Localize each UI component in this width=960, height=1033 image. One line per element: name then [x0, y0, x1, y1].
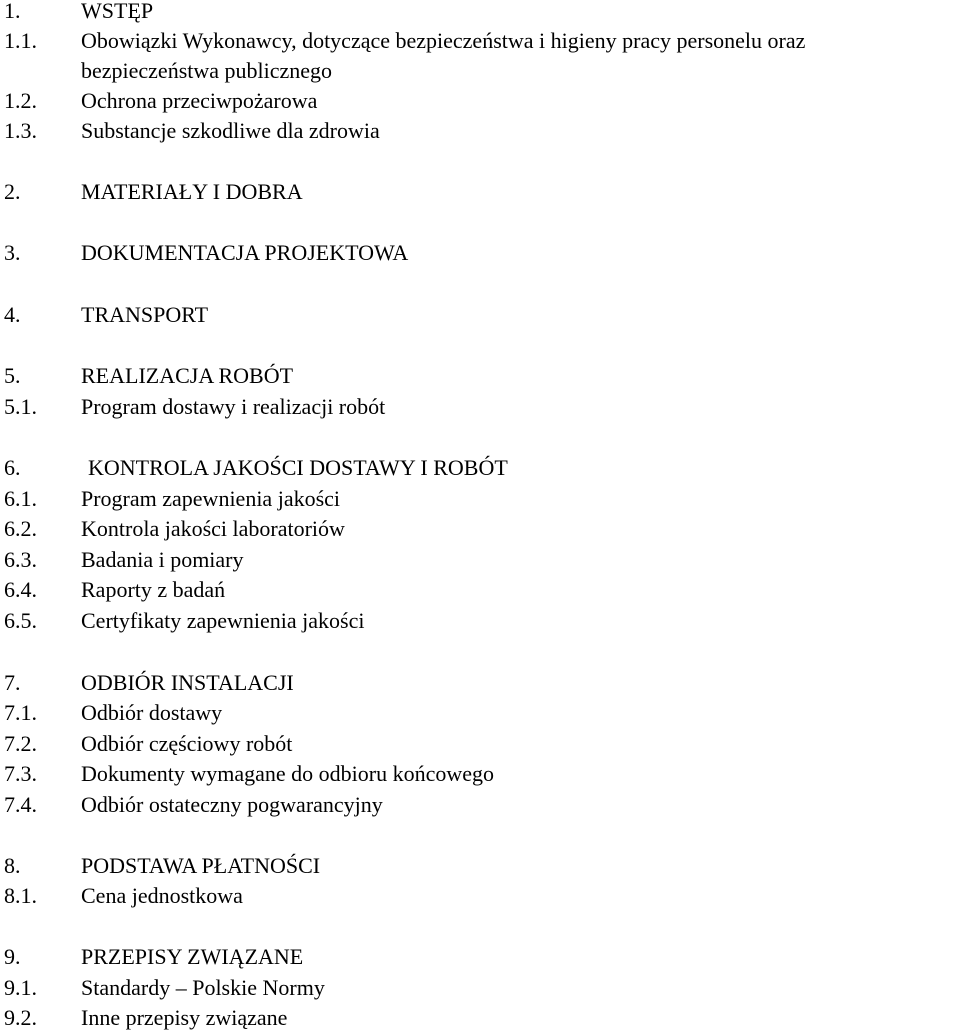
toc-title: TRANSPORT [81, 302, 209, 327]
toc-title: WSTĘP [81, 0, 154, 23]
toc-entry-9-2 [0, 1003, 960, 1033]
toc-entry-6-4 [0, 575, 960, 605]
toc-entry-1-2 [0, 86, 960, 116]
toc-number: 5. [4, 363, 21, 388]
toc-number: 7.2. [4, 731, 37, 756]
toc-title: Cena jednostkowa [81, 883, 243, 908]
toc-title: Odbiór częściowy robót [81, 731, 293, 756]
toc-number: 7.4. [4, 792, 37, 817]
toc-entry-9-1 [0, 973, 960, 1003]
toc-number: 8. [4, 853, 21, 878]
toc-entry-5 [0, 361, 960, 391]
toc-title-continuation: bezpieczeństwa publicznego [81, 58, 333, 83]
toc-title: Program dostawy i realizacji robót [81, 394, 386, 419]
toc-entry-7-2 [0, 729, 960, 759]
toc-entry-7-3 [0, 759, 960, 789]
toc-number: 5.1. [4, 394, 37, 419]
toc-title: Ochrona przeciwpożarowa [81, 88, 318, 113]
toc-number: 7. [4, 670, 21, 695]
toc-title: Program zapewnienia jakości [81, 486, 341, 511]
toc-title: MATERIAŁY I DOBRA [81, 179, 303, 204]
toc-entry-8-1 [0, 881, 960, 911]
toc-title: Dokumenty wymagane do odbioru końcowego [81, 761, 495, 786]
toc-entry-2 [0, 177, 960, 207]
toc-number: 7.1. [4, 700, 37, 725]
toc-number: 6.5. [4, 608, 37, 633]
toc-title: Odbiór ostateczny pogwarancyjny [81, 792, 383, 817]
toc-entry-7-1 [0, 698, 960, 728]
toc-entry-1-3 [0, 116, 960, 146]
toc-number: 6.2. [4, 516, 37, 541]
toc-entry-6-3 [0, 545, 960, 575]
toc-number: 1. [4, 0, 21, 23]
toc-entry-6-5 [0, 606, 960, 636]
toc-title: Substancje szkodliwe dla zdrowia [81, 118, 380, 143]
toc-entry-4 [0, 300, 960, 330]
toc-number: 1.2. [4, 88, 37, 113]
toc-number: 6.1. [4, 486, 37, 511]
toc-title: Badania i pomiary [81, 547, 244, 572]
toc-number: 1.3. [4, 118, 37, 143]
toc-entry-1-1 [0, 26, 960, 56]
toc-number: 6.4. [4, 577, 37, 602]
toc-entry-6 [0, 453, 960, 483]
toc-number: 2. [4, 179, 21, 204]
toc-entry-3 [0, 238, 960, 268]
toc-number: 9.2. [4, 1005, 37, 1030]
toc-entry-6-1 [0, 484, 960, 514]
toc-title: Raporty z badań [81, 577, 226, 602]
toc-number: 1.1. [4, 28, 37, 53]
toc-title: Obowiązki Wykonawcy, dotyczące bezpieczeństwa i higieny pracy personelu oraz [81, 28, 806, 53]
toc-number: 6. [4, 455, 21, 480]
toc-title: PRZEPISY ZWIĄZANE [81, 944, 304, 969]
toc-title: REALIZACJA ROBÓT [81, 363, 294, 388]
toc-entry-9 [0, 942, 960, 972]
toc-number: 9. [4, 944, 21, 969]
toc-number: 8.1. [4, 883, 37, 908]
toc-number: 6.3. [4, 547, 37, 572]
toc-entry-5-1 [0, 392, 960, 422]
toc-entry-6-2 [0, 514, 960, 544]
toc-entry-7 [0, 668, 960, 698]
toc-title: KONTROLA JAKOŚCI DOSTAWY I ROBÓT [88, 455, 508, 480]
toc-entry-8 [0, 851, 960, 881]
toc-title: Odbiór dostawy [81, 700, 223, 725]
toc-title: Certyfikaty zapewnienia jakości [81, 608, 365, 633]
toc-number: 7.3. [4, 761, 37, 786]
toc-title: Kontrola jakości laboratoriów [81, 516, 345, 541]
toc-entry-1 [0, 0, 960, 26]
toc-title: Standardy – Polskie Normy [81, 975, 325, 1000]
toc-number: 9.1. [4, 975, 37, 1000]
toc-title: ODBIÓR INSTALACJI [81, 670, 294, 695]
toc-number: 4. [4, 302, 21, 327]
toc-entry-7-4 [0, 790, 960, 820]
toc-number: 3. [4, 240, 21, 265]
toc-title: DOKUMENTACJA PROJEKTOWA [81, 240, 409, 265]
toc-title: PODSTAWA PŁATNOŚCI [81, 853, 321, 878]
toc-title: Inne przepisy związane [81, 1005, 288, 1030]
